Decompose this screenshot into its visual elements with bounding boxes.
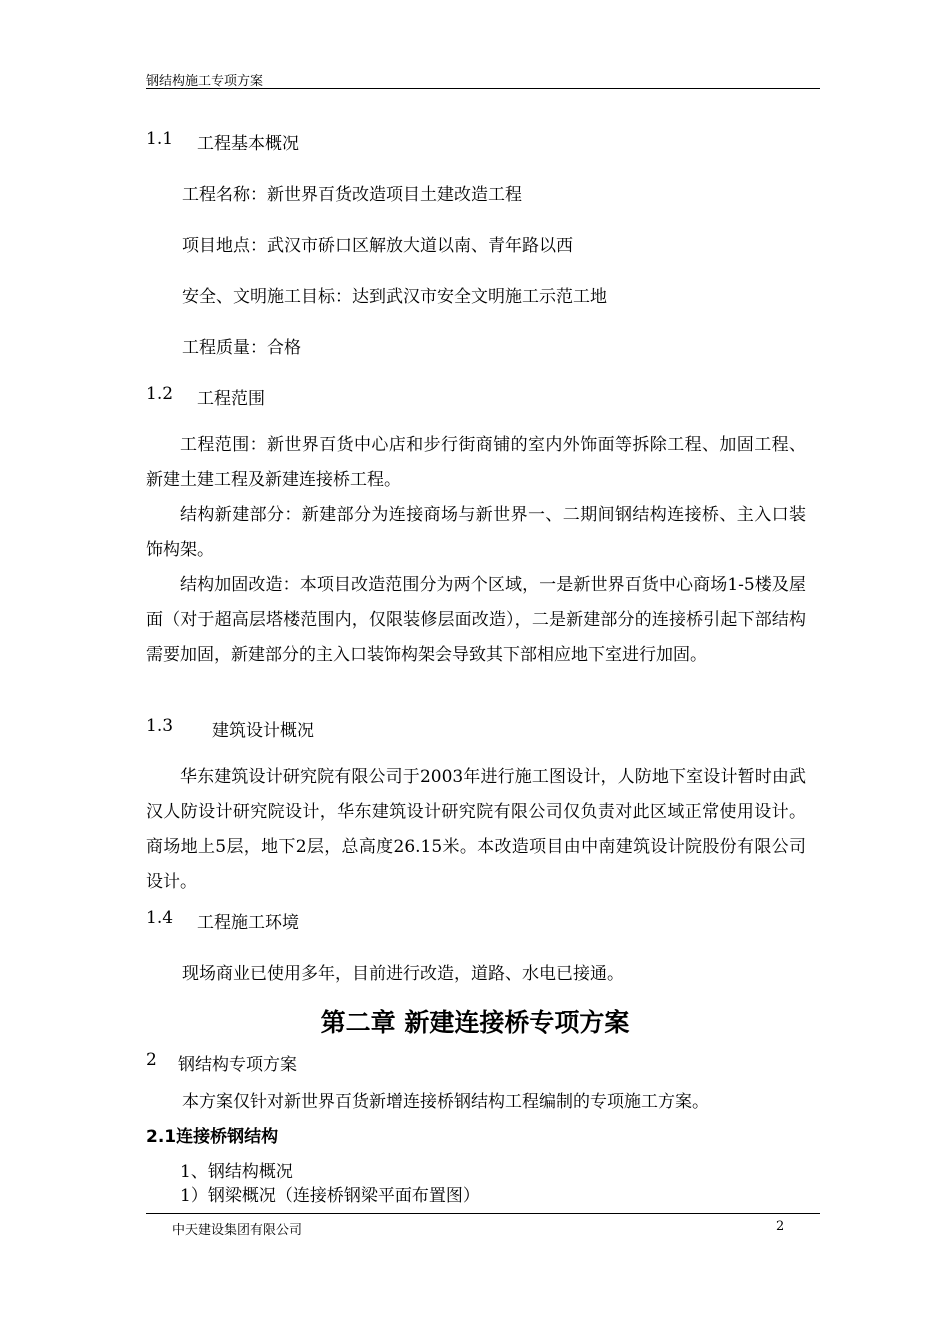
section-title-1-1: 工程基本概况 [197,134,299,154]
section-number-1-4: 1.4 [146,908,174,928]
section-title-1-3: 建筑设计概况 [212,721,314,741]
header-divider [146,88,820,89]
plan-intro: 本方案仅针对新世界百货新增连接桥钢结构工程编制的专项施工方案。 [182,1092,709,1112]
scope-paragraph-1: 工程范围：新世界百货中心店和步行街商铺的室内外饰面等拆除工程、加固工程、新建土建工程及新建连接桥工程。 [146,435,806,490]
section-number-1-2: 1.2 [146,384,174,404]
section-number-1-1: 1.1 [146,129,174,149]
footer-divider [146,1213,820,1214]
project-name: 工程名称：新世界百货改造项目土建改造工程 [182,185,522,205]
design-paragraph: 华东建筑设计研究院有限公司于2003年进行施工图设计，人防地下室设计暂时由武汉人防设计研究院设计，华东建筑设计研究院有限公司仅负责对此区域正常使用设计。商场地上5层，地下2层，总高度26.15米。本改造项目由中南建筑设计院股份有限公司设计。 [146,767,806,892]
section-title-1-4: 工程施工环境 [197,913,299,933]
plan-item-1: 1、钢结构概况 [180,1162,293,1182]
page-number: 2 [776,1219,785,1234]
safety-goal: 安全、文明施工目标：达到武汉市安全文明施工示范工地 [182,287,607,307]
plan-item-2: 1）钢梁概况（连接桥钢梁平面布置图） [180,1186,480,1206]
scope-paragraph-2: 结构新建部分：新建部分为连接商场与新世界一、二期间钢结构连接桥、主入口装饰构架。 [146,505,806,560]
section-number-1-3: 1.3 [146,716,174,736]
section-title-2: 钢结构专项方案 [178,1055,297,1075]
quality-goal: 工程质量：合格 [182,338,301,358]
scope-paragraph-3: 结构加固改造：本项目改造范围分为两个区域，一是新世界百货中心商场1-5楼及屋面（对于超高层塔楼范围内，仅限装修层面改造），二是新建部分的连接桥引起下部结构需要加固，新建部分的主入口装饰构架会导致其下部相应地下室进行加固。 [146,575,806,665]
running-header: 钢结构施工专项方案 [146,74,264,89]
environment-paragraph: 现场商业已使用多年，目前进行改造，道路、水电已接通。 [182,964,624,984]
chapter-title: 第二章 新建连接桥专项方案 [320,1008,630,1037]
section-title-1-2: 工程范围 [197,389,265,409]
section-number-2: 2 [146,1050,157,1070]
project-location: 项目地点：武汉市硚口区解放大道以南、青年路以西 [182,236,573,256]
footer-company: 中天建设集团有限公司 [172,1223,303,1238]
section-title-2-1: 2.1连接桥钢结构 [146,1127,279,1147]
